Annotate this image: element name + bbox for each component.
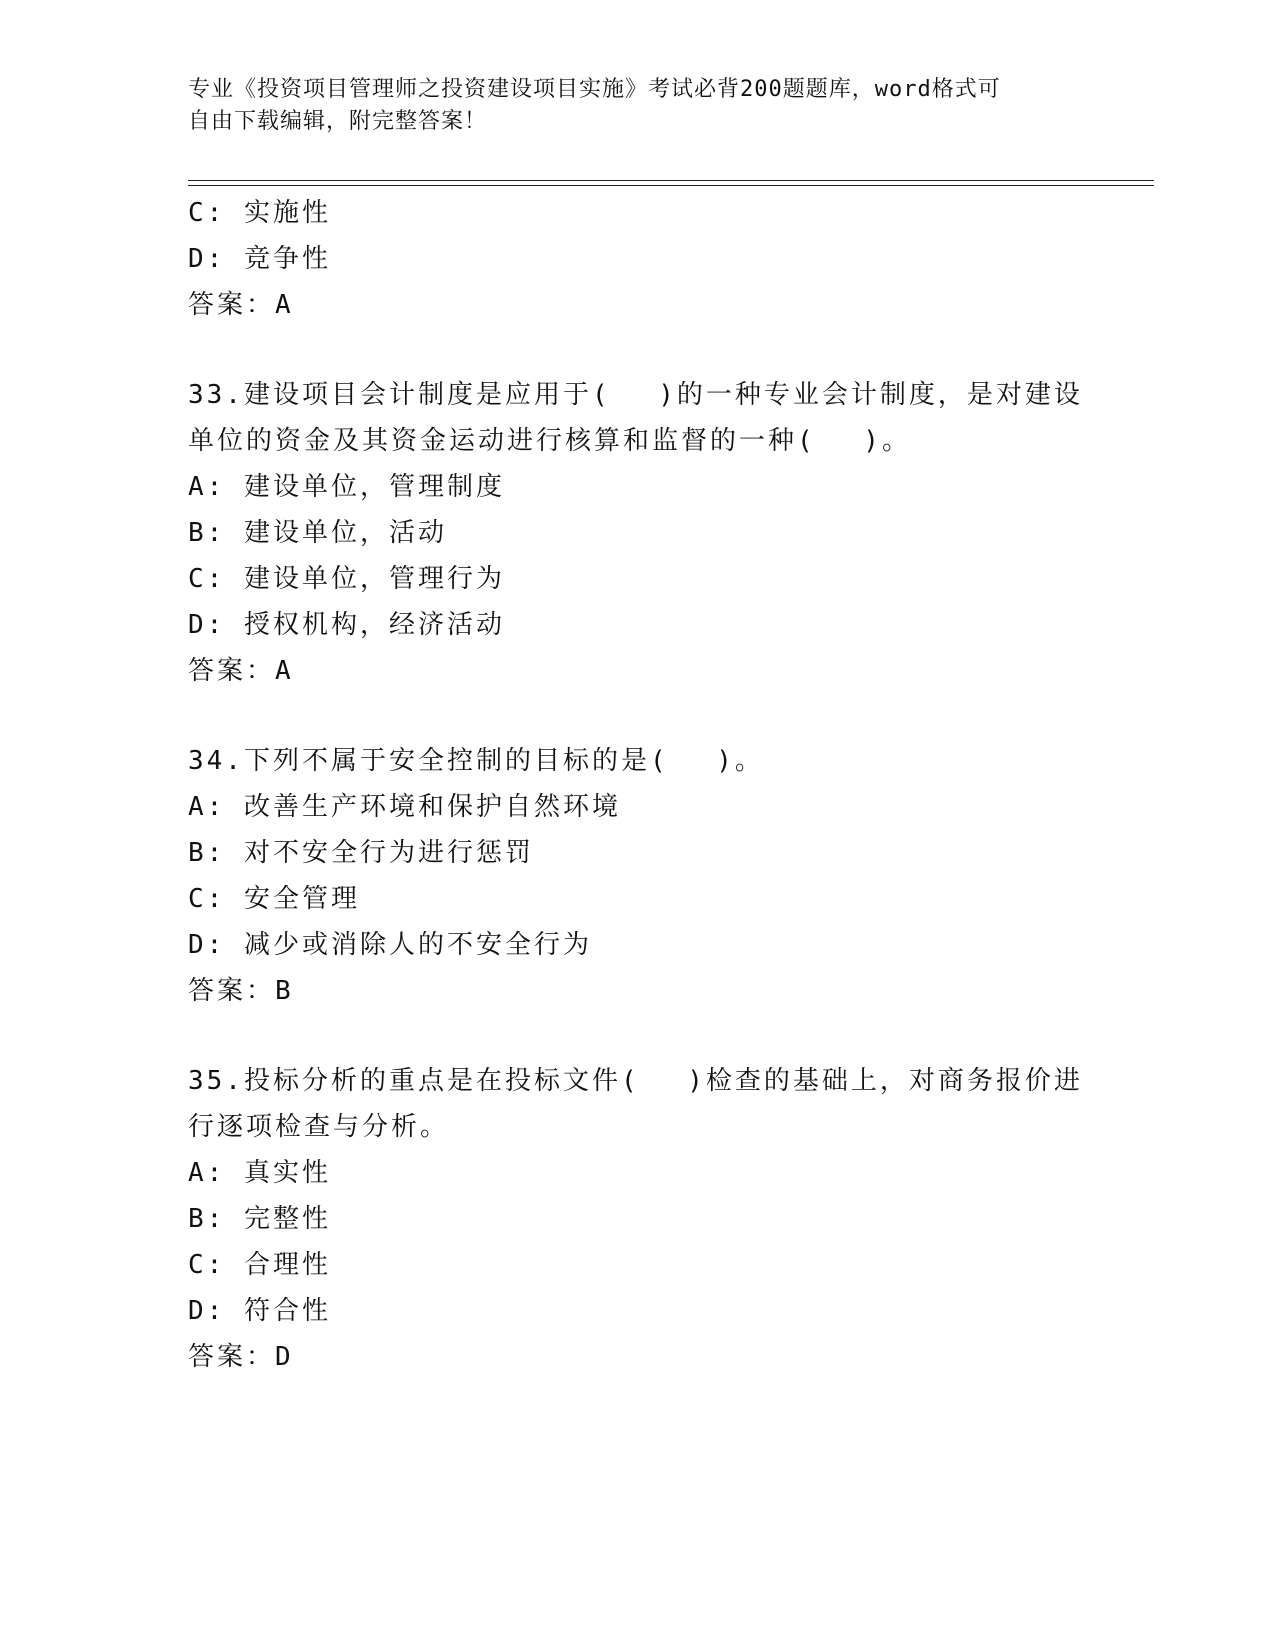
option-d: D: 减少或消除人的不安全行为 xyxy=(188,930,592,960)
option-b: B: 完整性 xyxy=(188,1204,331,1234)
option-a: A: 改善生产环境和保护自然环境 xyxy=(188,792,621,822)
question-33 xyxy=(188,372,1088,694)
question-35 xyxy=(188,1058,1088,1380)
spacer xyxy=(188,1014,1088,1058)
option-c: C: 合理性 xyxy=(188,1250,331,1280)
option-b: B: 建设单位，活动 xyxy=(188,518,447,548)
option-c: C: 安全管理 xyxy=(188,884,360,914)
header-divider-top xyxy=(188,180,1154,181)
option-d: D: 符合性 xyxy=(188,1296,331,1326)
option-c: C: 建设单位，管理行为 xyxy=(188,564,505,594)
document-header xyxy=(188,74,1068,138)
option-b: B: 对不安全行为进行惩罚 xyxy=(188,838,534,868)
answer-line: 答案：B xyxy=(188,976,294,1006)
option-d: D: 授权机构，经济活动 xyxy=(188,610,505,640)
question-32-continued xyxy=(188,190,1088,328)
question-text-line-2: 单位的资金及其资金运动进行核算和监督的一种( )。 xyxy=(188,426,911,456)
spacer xyxy=(188,694,1088,738)
option-d: D: 竞争性 xyxy=(188,244,331,274)
question-34 xyxy=(188,738,1088,1014)
question-text-line-1: 33.建设项目会计制度是应用于( )的一种专业会计制度，是对建设 xyxy=(188,380,1083,410)
spacer xyxy=(188,328,1088,372)
header-line-1: 专业《投资项目管理师之投资建设项目实施》考试必背200题题库，word格式可 xyxy=(188,77,1001,102)
question-text-line-1: 35.投标分析的重点是在投标文件( )检查的基础上，对商务报价进 xyxy=(188,1066,1083,1096)
answer-line: 答案：A xyxy=(188,656,294,686)
option-c: C: 实施性 xyxy=(188,198,331,228)
option-a: A: 真实性 xyxy=(188,1158,331,1188)
answer-line: 答案：D xyxy=(188,1342,294,1372)
question-list xyxy=(188,190,1088,1380)
header-divider-bottom xyxy=(188,185,1154,186)
option-a: A: 建设单位，管理制度 xyxy=(188,472,505,502)
header-line-2: 自由下载编辑，附完整答案！ xyxy=(188,109,488,134)
question-text-line-2: 行逐项检查与分析。 xyxy=(188,1112,450,1142)
answer-line: 答案：A xyxy=(188,290,294,320)
question-text-line-1: 34.下列不属于安全控制的目标的是( )。 xyxy=(188,746,764,776)
